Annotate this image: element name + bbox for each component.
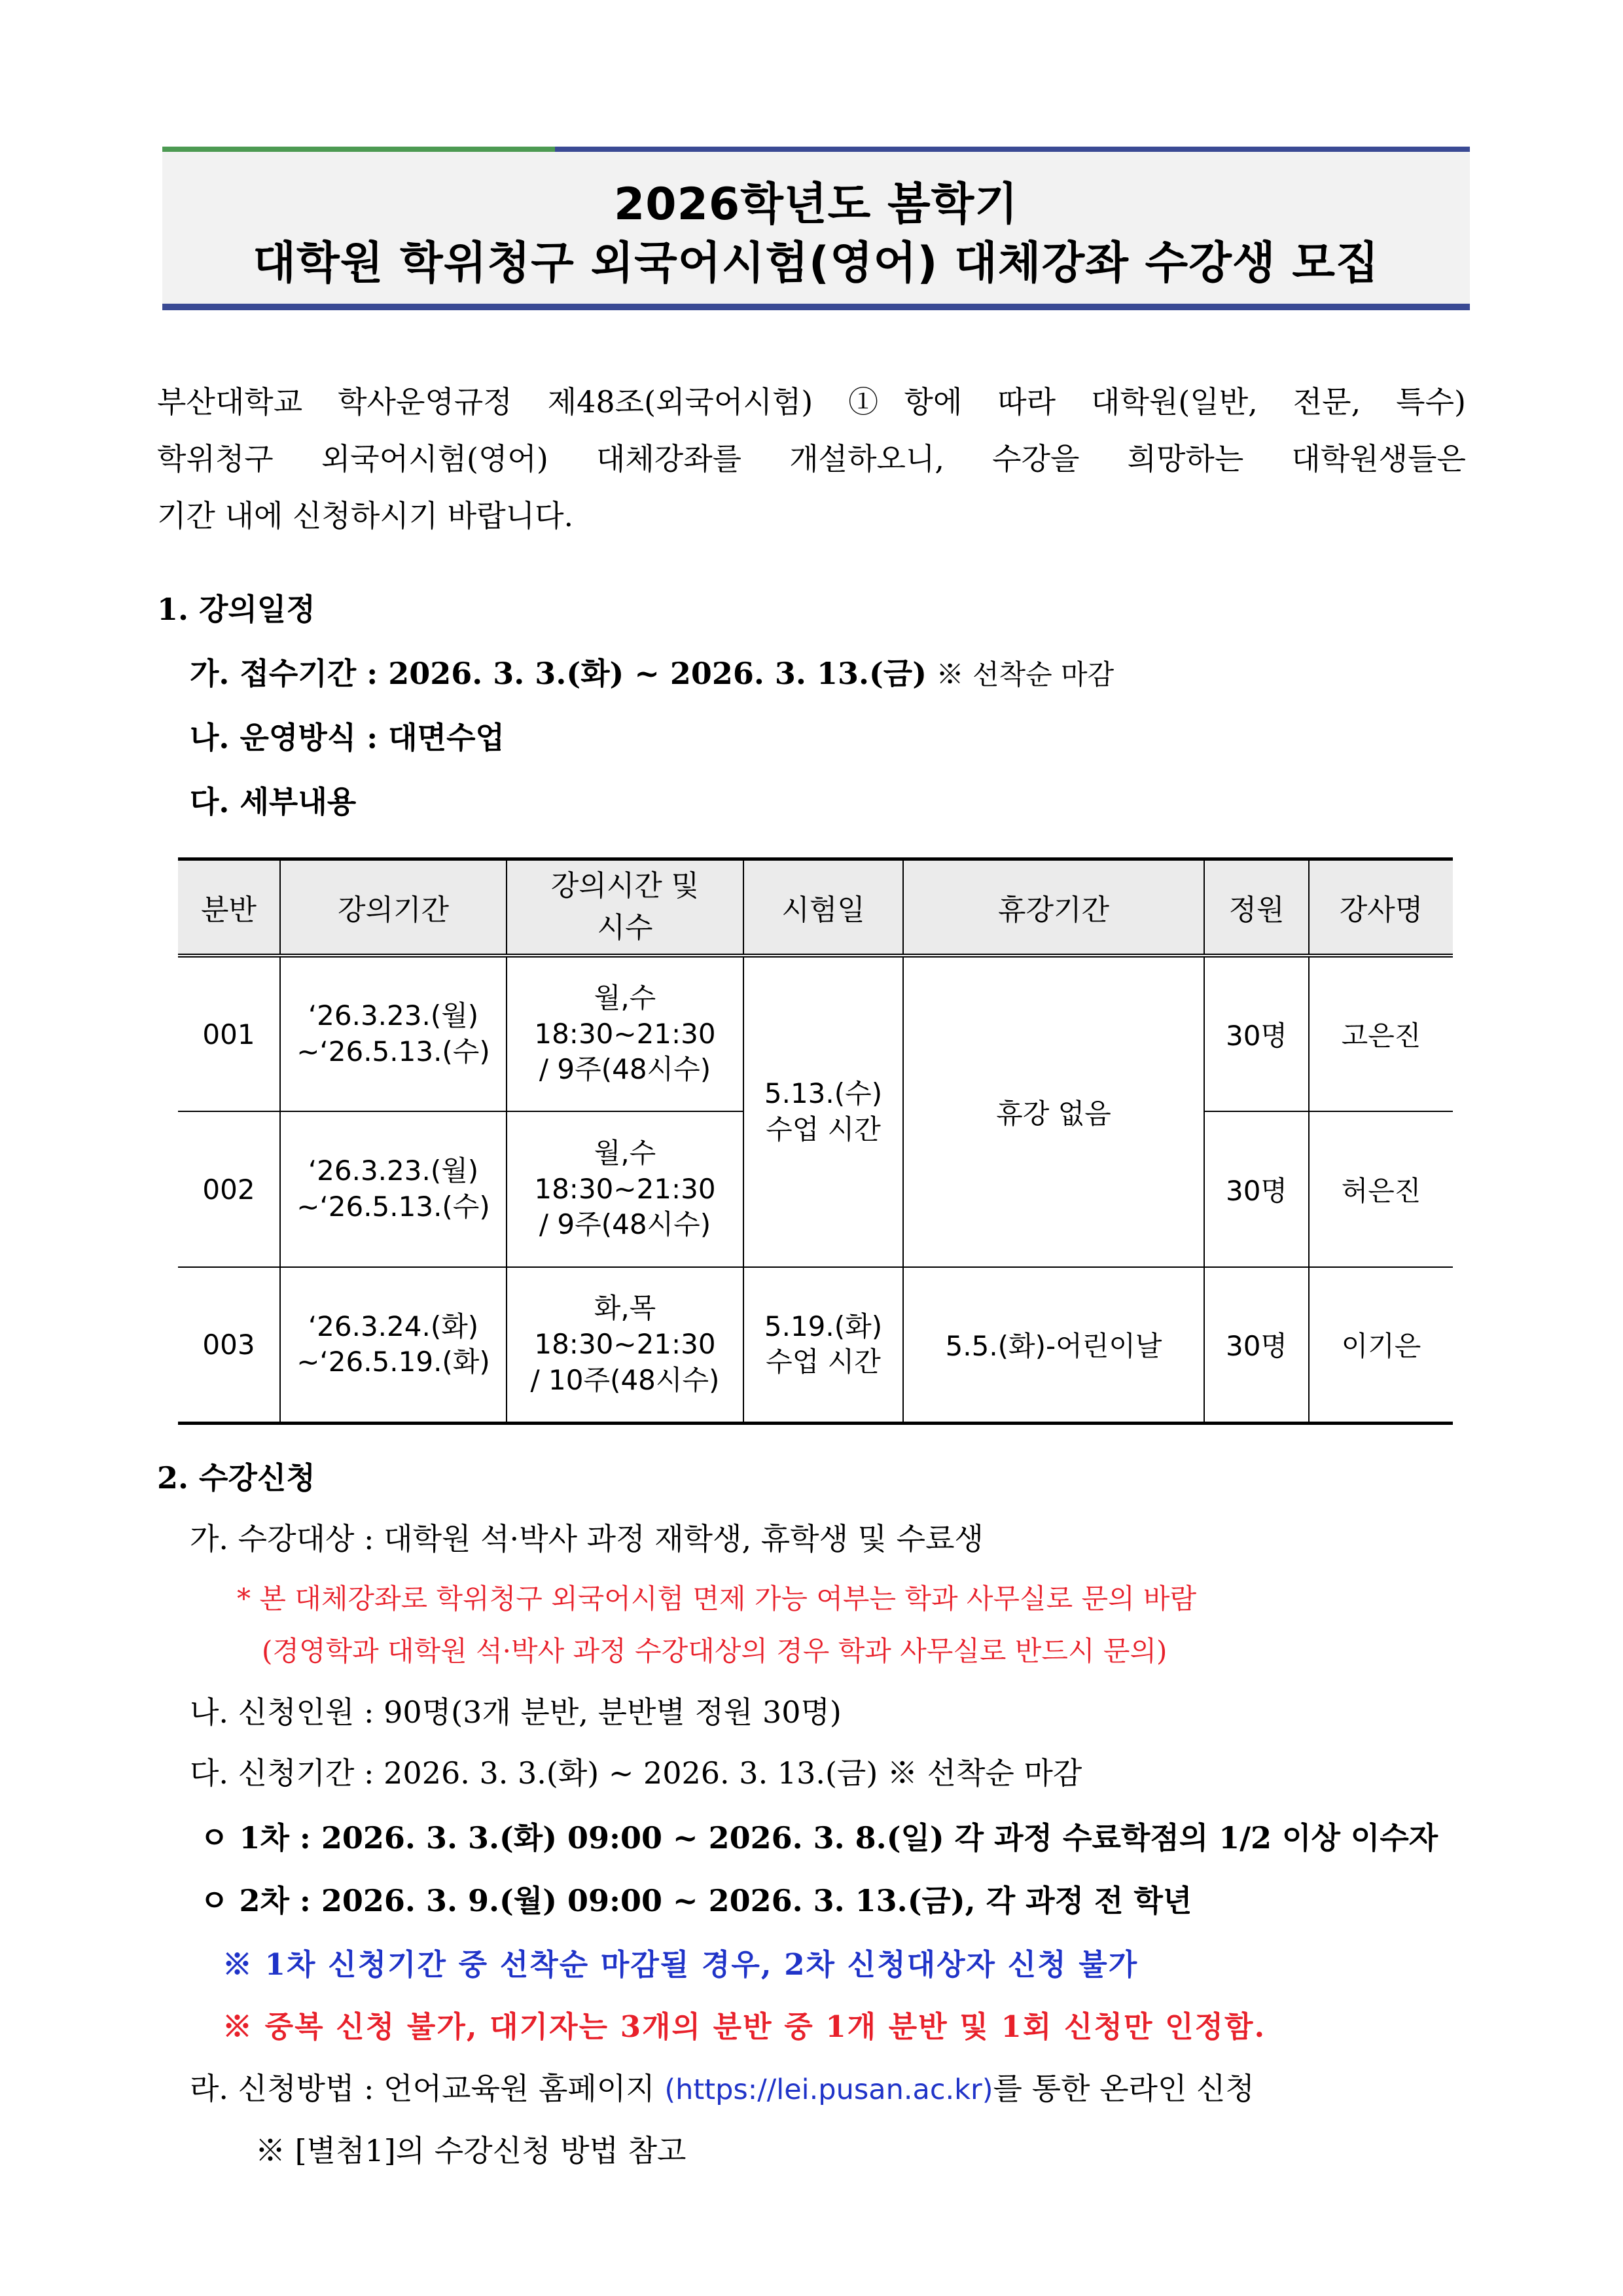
section2-item-a: 가. 수강대상 : 대학원 석·박사 과정 재학생, 휴학생 및 수료생 [190, 1521, 984, 1556]
business-school-note: (경영학과 대학원 석·박사 과정 수강대상의 경우 학과 사무실로 반드시 문의) [262, 1635, 1168, 1667]
header-instructor: 강사명 [1309, 859, 1453, 956]
exam-time: 수업 시간 [766, 1113, 881, 1145]
cell-instructor: 고은진 [1309, 956, 1453, 1111]
exam-date: 5.19.(화) [764, 1310, 883, 1342]
cell-time [507, 956, 743, 1111]
header-time [507, 859, 743, 956]
apply-method-prefix: 라. 신청방법 : 언어교육원 홈페이지 [190, 2071, 665, 2106]
cell-period [280, 1111, 507, 1267]
title-accent-bottom [162, 304, 1470, 310]
cell-period [280, 1267, 507, 1423]
section1-item-a [190, 650, 1114, 693]
title-line-2: 대학원 학위청구 외국어시험(영어) 대체강좌 수강생 모집 [253, 238, 1380, 289]
section2-item-d [190, 2065, 1255, 2108]
section1-heading: 1. 강의일정 [157, 592, 315, 627]
round-2: ㅇ 2차 : 2026. 3. 9.(월) 09:00 ~ 2026. 3. 13.(금), 각 과정 전 학년 [200, 1883, 1192, 1918]
header-exam: 시험일 [743, 859, 903, 956]
time-hours: 18:30~21:30 [534, 1327, 716, 1360]
cell-class: 001 [178, 956, 280, 1111]
cell-exam [743, 1267, 903, 1423]
header-period: 강의기간 [280, 859, 507, 956]
attachment-note: ※ [별첨1]의 수강신청 방법 참고 [255, 2133, 687, 2168]
time-days: 월,수 [594, 1137, 656, 1170]
first-come-note: ※ 선착순 마감 [936, 658, 1115, 691]
time-hours: 18:30~21:30 [534, 1017, 716, 1050]
period-end: ~‘26.5.13.(수) [296, 1191, 490, 1223]
table-row [178, 1267, 1453, 1423]
period-start: ‘26.3.23.(월) [308, 1155, 479, 1187]
header-capacity: 정원 [1204, 859, 1309, 956]
header-break: 휴강기간 [903, 859, 1204, 956]
cell-class: 002 [178, 1111, 280, 1267]
duplicate-warning: ※ 중복 신청 불가, 대기자는 3개의 분반 중 1개 분반 및 1회 신청만 인정함. [223, 2009, 1266, 2044]
exam-time: 수업 시간 [766, 1346, 881, 1378]
title-line-1: 2026학년도 봄학기 [613, 179, 1019, 230]
time-hours: 18:30~21:30 [534, 1172, 716, 1205]
header-class: 분반 [178, 859, 280, 956]
cell-class: 003 [178, 1267, 280, 1423]
first-round-warning: ※ 1차 신청기간 중 선착순 마감될 경우, 2차 신청대상자 신청 불가 [223, 1947, 1139, 1982]
period-end: ~‘26.5.19.(화) [296, 1346, 490, 1378]
table-header-row [178, 859, 1453, 956]
round-1: ㅇ 1차 : 2026. 3. 3.(화) 09:00 ~ 2026. 3. 8.(일) 각 과정 수료학점의 1/2 이상 이수자 [200, 1820, 1438, 1856]
time-weeks: / 10주(48시수) [530, 1363, 720, 1396]
reception-period: 가. 접수기간 : 2026. 3. 3.(화) ~ 2026. 3. 13.(금) [190, 656, 927, 691]
cell-break-shared: 휴강 없음 [903, 956, 1204, 1267]
section1-item-b: 나. 운영방식 : 대면수업 [190, 720, 505, 755]
exemption-note: * 본 대체강좌로 학위청구 외국어시험 면제 가능 여부는 학과 사무실로 문의 바람 [237, 1583, 1197, 1615]
section2-item-c: 다. 신청기간 : 2026. 3. 3.(화) ~ 2026. 3. 13.(금) ※ 선착순 마감 [190, 1755, 1082, 1791]
intro-line-1: 부산대학교 학사운영규정 제48조(외국어시험) ①항에 따라 대학원(일반, 전문, 특수) [157, 384, 1466, 420]
cell-time [507, 1267, 743, 1423]
cell-exam-shared [743, 956, 903, 1267]
period-start: ‘26.3.24.(화) [308, 1310, 479, 1342]
time-weeks: / 9주(48시수) [539, 1053, 711, 1086]
table-row [178, 956, 1453, 1111]
time-days: 월,수 [594, 982, 656, 1014]
cell-instructor: 허은진 [1309, 1111, 1453, 1267]
apply-method-suffix: 를 통한 온라인 신청 [993, 2071, 1255, 2106]
intro-line-2: 학위청구 외국어시험(영어) 대체강좌를 개설하오니, 수강을 희망하는 대학원생들은 [157, 441, 1466, 476]
lei-homepage-link[interactable]: (https://lei.pusan.ac.kr) [664, 2073, 993, 2106]
intro-line-3: 기간 내에 신청하시기 바랍니다. [157, 498, 574, 533]
title-box [162, 147, 1470, 310]
period-start: ‘26.3.23.(월) [308, 999, 479, 1032]
schedule-table [178, 857, 1453, 1425]
header-time-text: 강의시간 및 시수 [550, 869, 700, 944]
cell-capacity: 30명 [1204, 956, 1309, 1111]
title-accent-green [162, 147, 555, 152]
cell-time [507, 1111, 743, 1267]
section2-heading: 2. 수강신청 [157, 1460, 315, 1496]
cell-period [280, 956, 507, 1111]
cell-capacity: 30명 [1204, 1111, 1309, 1267]
title-accent-blue [555, 147, 1470, 152]
time-weeks: / 9주(48시수) [539, 1208, 711, 1241]
section2-item-b: 나. 신청인원 : 90명(3개 분반, 분반별 정원 30명) [190, 1695, 842, 1730]
time-days: 화,목 [594, 1292, 656, 1325]
period-end: ~‘26.5.13.(수) [296, 1035, 490, 1067]
cell-capacity: 30명 [1204, 1267, 1309, 1423]
cell-break: 5.5.(화)-어린이날 [903, 1267, 1204, 1423]
section1-item-c: 다. 세부내용 [190, 784, 357, 819]
cell-instructor: 이기은 [1309, 1267, 1453, 1423]
exam-date: 5.13.(수) [764, 1077, 883, 1110]
